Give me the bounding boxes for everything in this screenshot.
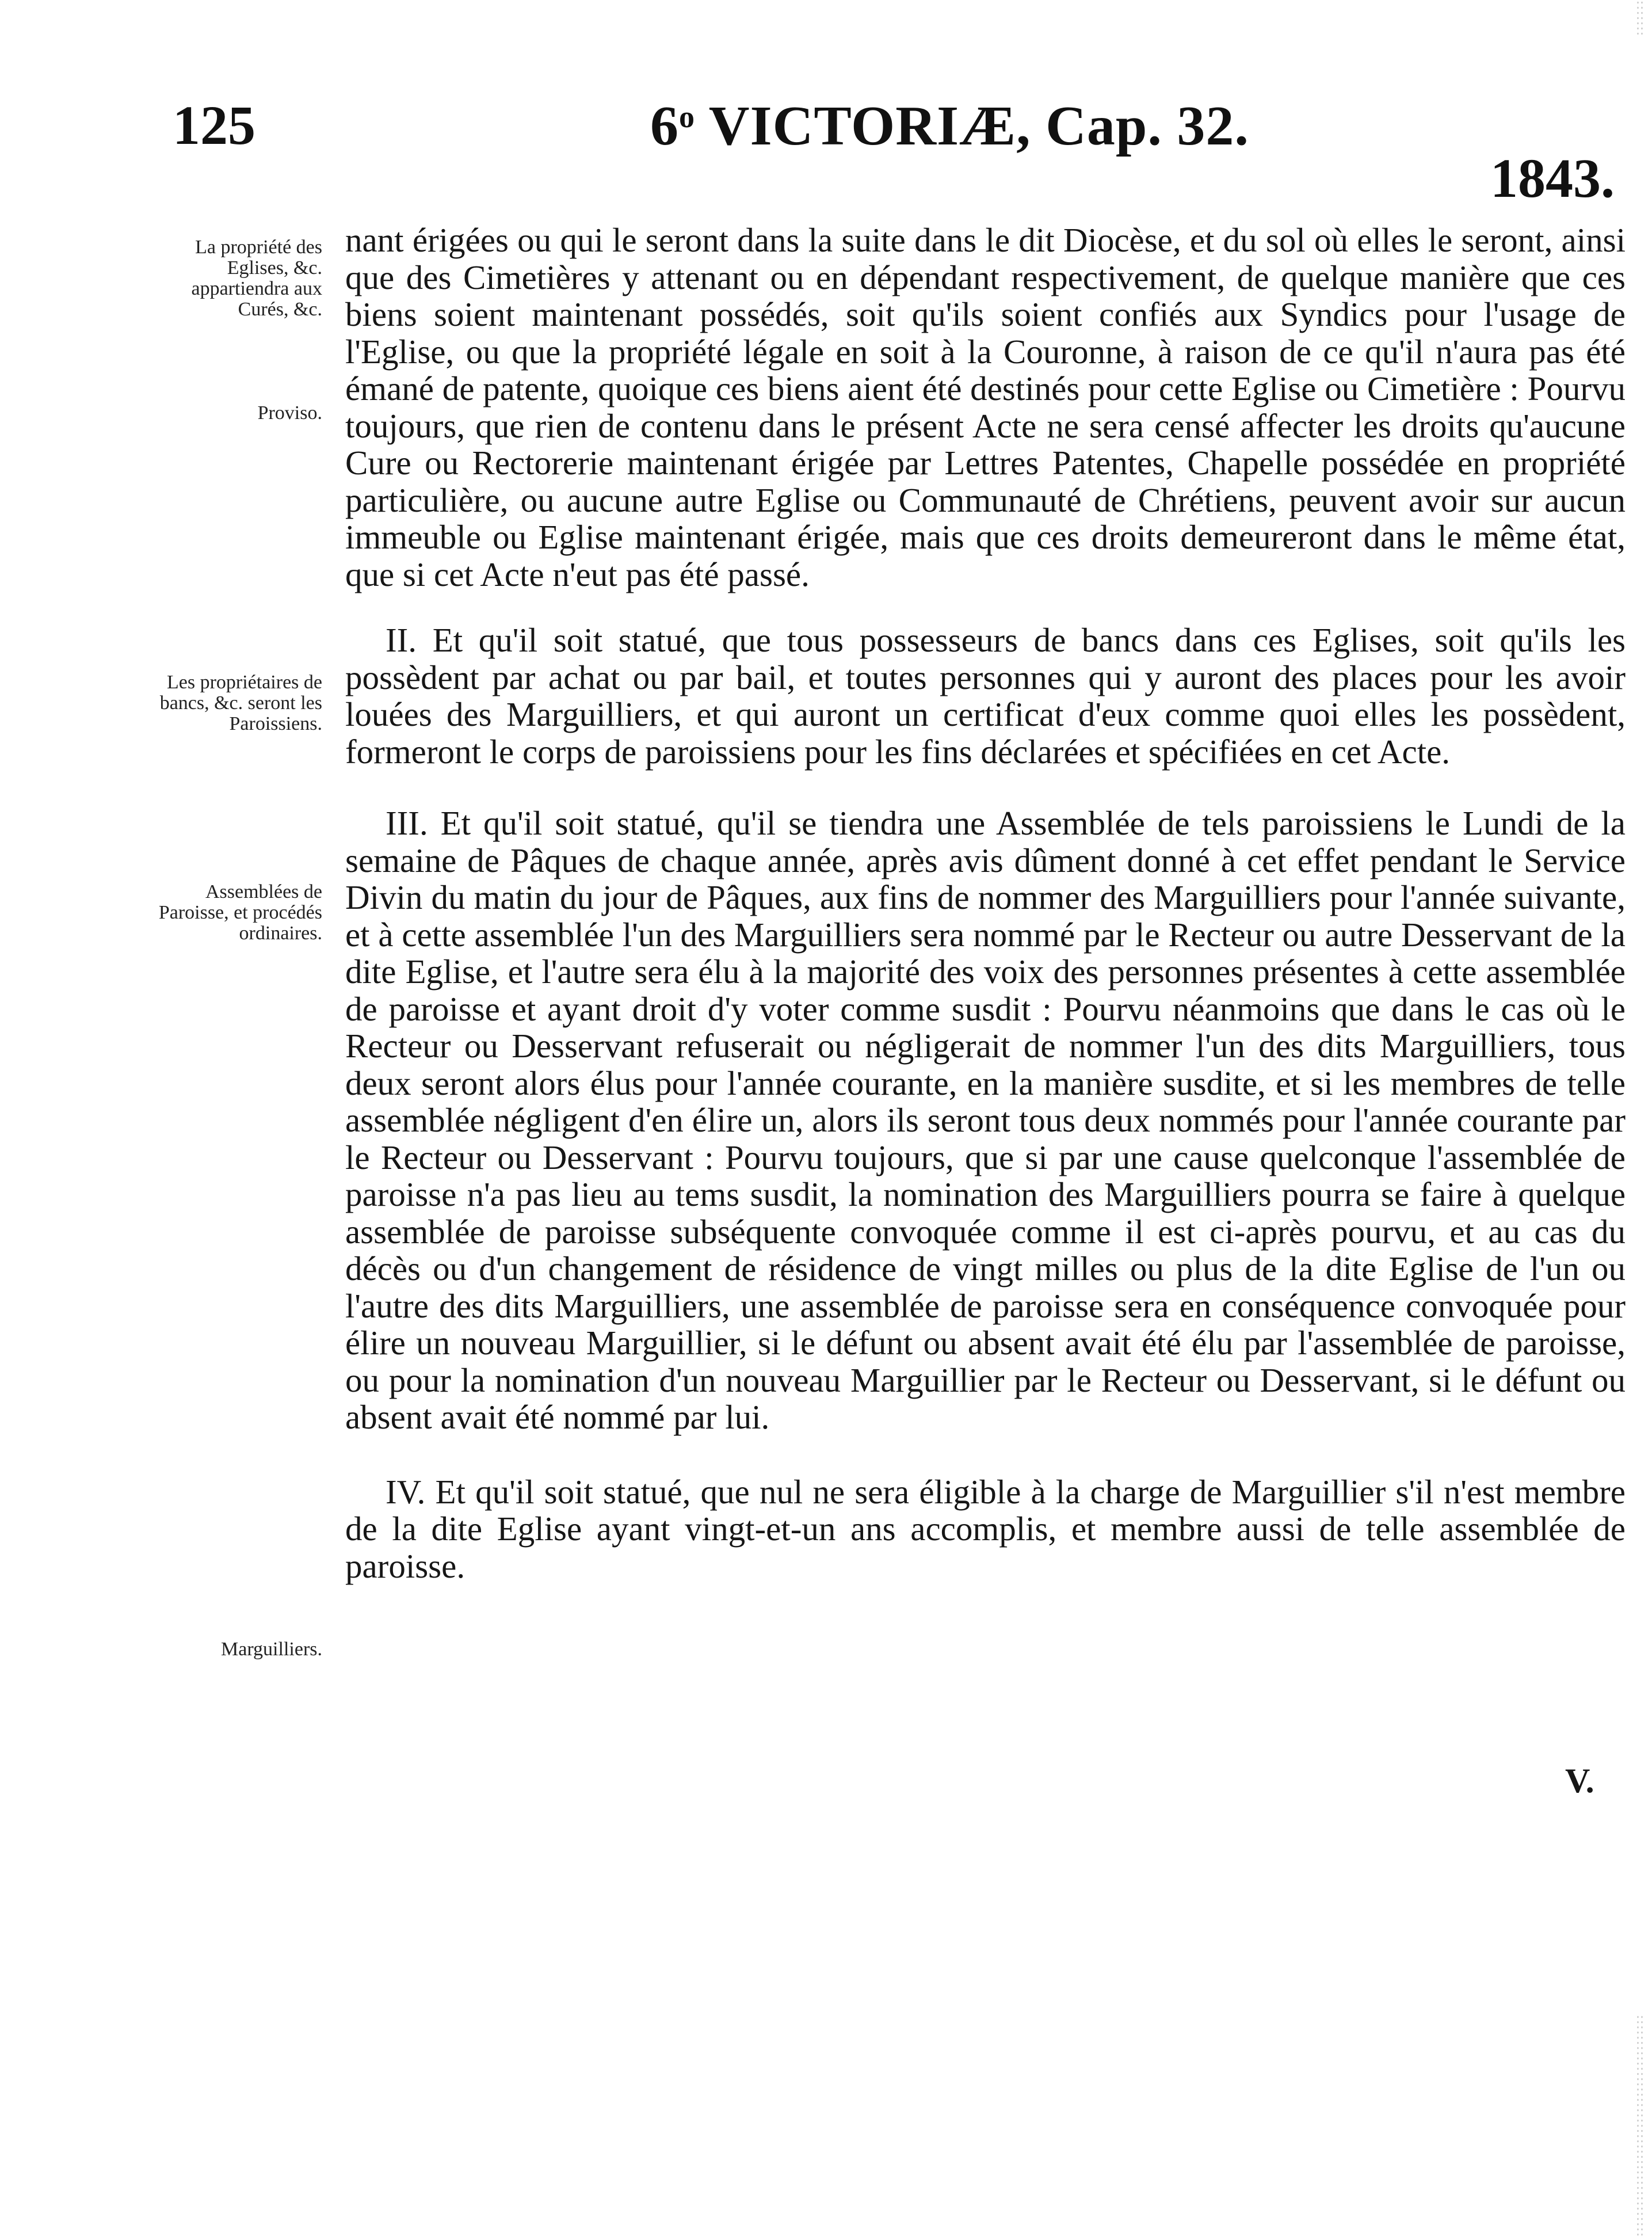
margin-note-churchwardens: Marguilliers. <box>221 1639 322 1660</box>
title-text: VICTORIÆ, Cap. 32. <box>708 95 1249 157</box>
title-ordinal: 6 <box>650 95 679 157</box>
title-degree: o <box>679 100 695 134</box>
page-number: 125 <box>173 94 255 156</box>
margin-note-proviso: Proviso. <box>257 402 322 424</box>
scan-speckle <box>1636 0 1645 35</box>
paragraph-section-2: II. Et qu'il soit statué, que tous possesseurs de bancs dans ces Eglises, soit qu'ils les possèdent par achat ou par bail, et toutes personnes qui y auront des places pour les avoir louées des Marguilliers, et qui auront un certificat d'eux comme quoi elles les possèdent, formeront le corps de paroissiens pour les fins déclarées et spécifiées en cet Acte. <box>345 621 1626 771</box>
paragraph-section-4: IV. Et qu'il soit statué, que nul ne sera éligible à la charge de Marguillier s'il n'est membre de la dite Eglise ayant vingt-et-un ans accomplis, et membre aussi de telle assemblée de paroisse. <box>345 1472 1626 1585</box>
margin-note-assemblies: Assemblées de Paroisse, et procédés ordinaires. <box>158 881 322 944</box>
margin-note-pew-owners: Les propriétaires de bancs, &c. seront les Paroissiens. <box>159 672 322 734</box>
running-title <box>650 95 1249 157</box>
paragraph-section-3: III. Et qu'il soit statué, qu'il se tiendra une Assemblée de tels paroissiens le Lundi de la semaine de Pâques de chaque année, après avis dûment donné à cet effet pendant le Service Divin du matin du jour de Pâques, aux fins de nommer des Marguilliers pour l'année suivante, et à cette assemblée l'un des Marguilliers sera nommé par le Recteur ou autre Desservant de la dite Eglise, et l'autre sera élu à la majorité des voix des personnes présentes à cette assemblée de paroisse et ayant droit d'y voter comme susdit : Pourvu néanmoins que dans le cas où le Recteur ou Desservant refuserait ou négligerait de nommer l'un des dits Marguilliers, tous deux seront alors élus pour l'année courante, en la manière susdite, et si les membres de telle assemblée négligent d'en élire un, alors ils seront tous deux nommés pour l'année courante par le Recteur ou Desservant : Pourvu toujours, que si par une cause quelconque l'assemblée de paroisse n'a pas lieu au tems susdit, la nomination des Marguilliers pourra se faire à quelque assemblée de paroisse subséquente convoquée comme il est ci-après pourvu, et au cas du décès ou d'un changement de résidence de vingt milles ou plus de la dite Eglise de l'un ou l'autre des dits Marguilliers, une assemblée de paroisse sera en conséquence convoquée pour élire un nouveau Marguillier, si le défunt ou absent avait été élu par l'assemblée de paroisse, ou pour la nomination d'un nouveau Marguillier par le Recteur ou Desservant, si le défunt ou absent avait été nommé par lui. <box>345 804 1626 1436</box>
catchword: V. <box>1565 1762 1594 1800</box>
year: 1843. <box>1490 147 1615 209</box>
paragraph-continuation: nant érigées ou qui le seront dans la suite dans le dit Diocèse, et du sol où elles le seront, ainsi que des Cimetières y attenant ou en dépendant respectivement, de quelque manière que ces biens soient maintenant possédés, soit qu'ils soient confiés aux Syndics pour l'usage de l'Eglise, ou que la propriété légale en soit à la Couronne, à raison de ce qu'il n'aura pas été émané de patente, quoique ces biens aient été destinés pour cette Eglise ou Cimetière : Pourvu toujours, que rien de contenu dans le présent Acte ne sera censé affecter les droits qu'aucune Cure ou Rectorerie maintenant érigée par Lettres Patentes, Chapelle possédée en propriété particulière, ou aucune autre Eglise ou Communauté de Chrétiens, peuvent avoir sur aucun immeuble ou Eglise maintenant érigée, mais que ces droits demeureront dans le même état, que si cet Acte n'eut pas été passé. <box>345 221 1626 593</box>
body-text <box>345 222 1626 1584</box>
margin-note-property: La propriété des Eglises, &c. appartiendra aux Curés, &c. <box>191 237 322 320</box>
scan-speckle <box>1636 2014 1645 2236</box>
